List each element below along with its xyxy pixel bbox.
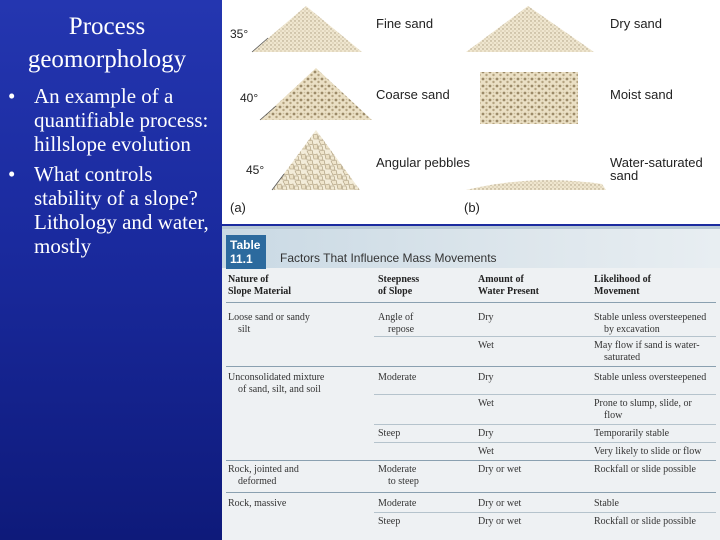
- cell-likelihood: Very likely to slide or flow: [594, 446, 702, 457]
- fine-sand-label: Fine sand: [376, 16, 434, 31]
- panel-b-label: (b): [464, 200, 480, 215]
- angle-45-label: 45°: [246, 163, 265, 177]
- cell-material: Loose sand or sandy silt: [228, 312, 310, 335]
- cell-likelihood: May flow if sand is water- saturated: [594, 340, 700, 363]
- cell-likelihood: Prone to slump, slide, or flow: [594, 398, 692, 421]
- bullet-glyph: •: [8, 84, 16, 108]
- bullet-item: [8, 84, 214, 156]
- water-saturated-label: Water-saturated: [610, 155, 703, 170]
- water-saturated-label-line2: sand: [610, 168, 639, 183]
- bullet-list: [8, 84, 214, 264]
- cell-steepness: Steep: [378, 516, 401, 527]
- row-rule: [374, 394, 716, 395]
- column-header-likelihood: Likelihood of Movement: [594, 274, 651, 297]
- row-rule: [374, 442, 716, 443]
- bullet-text: An example of a quantifiable process: hillslope evolution: [34, 84, 209, 156]
- mass-movement-table: [222, 226, 720, 540]
- cell-likelihood: Stable unless oversteepened by excavation: [594, 312, 707, 335]
- row-rule: [374, 336, 716, 337]
- cell-steepness: Moderate: [378, 372, 417, 383]
- cell-likelihood: Rockfall or slide possible: [594, 464, 696, 475]
- cell-water: Dry or wet: [478, 464, 522, 475]
- row-rule: [226, 366, 716, 367]
- table-title: Factors That Influence Mass Movements: [280, 251, 497, 265]
- slide-title: Process geomorphology: [27, 13, 187, 73]
- cell-material: Rock, massive: [228, 498, 287, 509]
- coarse-sand-label: Coarse sand: [376, 87, 450, 102]
- cell-material: Unconsolidated mixture of sand, silt, and soil: [228, 372, 325, 395]
- cell-water: Wet: [478, 446, 494, 457]
- bullet-item: [8, 162, 214, 258]
- cell-likelihood: Stable: [594, 498, 619, 509]
- cell-water: Wet: [478, 398, 494, 409]
- cell-water: Dry: [478, 372, 494, 383]
- text-panel: [0, 0, 218, 540]
- cell-likelihood: Stable unless oversteepened: [594, 372, 707, 383]
- row-rule: [374, 424, 716, 425]
- table-badge: [226, 235, 266, 269]
- dry-sand-pile: [466, 6, 594, 52]
- angle-35-label: 35°: [230, 27, 249, 41]
- cell-likelihood: Temporarily stable: [594, 428, 670, 439]
- cell-likelihood: Rockfall or slide possible: [594, 516, 696, 527]
- cell-steepness: Angle of repose: [378, 312, 415, 335]
- row-rule: [374, 512, 716, 513]
- row-rule: [226, 492, 716, 493]
- row-rule: [226, 460, 716, 461]
- column-header-water: Amount of Water Present: [478, 274, 540, 297]
- bullet-text: What controls stability of a slope? Lithology and water, mostly: [34, 162, 209, 258]
- angle-40-label: 40°: [240, 91, 259, 105]
- angle-of-repose-figure: [222, 0, 720, 224]
- cell-steepness: Steep: [378, 428, 401, 439]
- angular-pebbles-label: Angular pebbles: [376, 155, 470, 170]
- dry-sand-label: Dry sand: [610, 16, 663, 31]
- bullet-glyph: •: [8, 162, 16, 186]
- moist-sand-block: [480, 72, 578, 124]
- cell-water: Wet: [478, 340, 494, 351]
- column-header-material: Nature of Slope Material: [228, 274, 292, 297]
- column-header-steepness: Steepness of Slope: [378, 274, 420, 297]
- cell-water: Dry: [478, 312, 494, 323]
- cell-water: Dry or wet: [478, 498, 522, 509]
- cell-steepness: Moderate: [378, 498, 417, 509]
- coarse-sand-pile: [260, 68, 372, 120]
- panel-a-label: (a): [230, 200, 246, 215]
- cell-material: Rock, jointed and deformed: [228, 464, 299, 487]
- cell-water: Dry: [478, 428, 494, 439]
- table-badge-line2: 11.1: [230, 252, 253, 266]
- table-badge-line1: Table: [230, 238, 261, 252]
- cell-water: Dry or wet: [478, 516, 522, 527]
- angular-pebbles-pile: [272, 130, 360, 190]
- water-saturated-sand-pile: [466, 180, 606, 190]
- fine-sand-pile: [252, 6, 362, 52]
- moist-sand-label: Moist sand: [610, 87, 673, 102]
- header-rule: [226, 302, 716, 303]
- figure-drawing: [222, 0, 720, 224]
- table-header-band: [222, 226, 720, 268]
- cell-steepness: Moderate to steep: [378, 464, 419, 487]
